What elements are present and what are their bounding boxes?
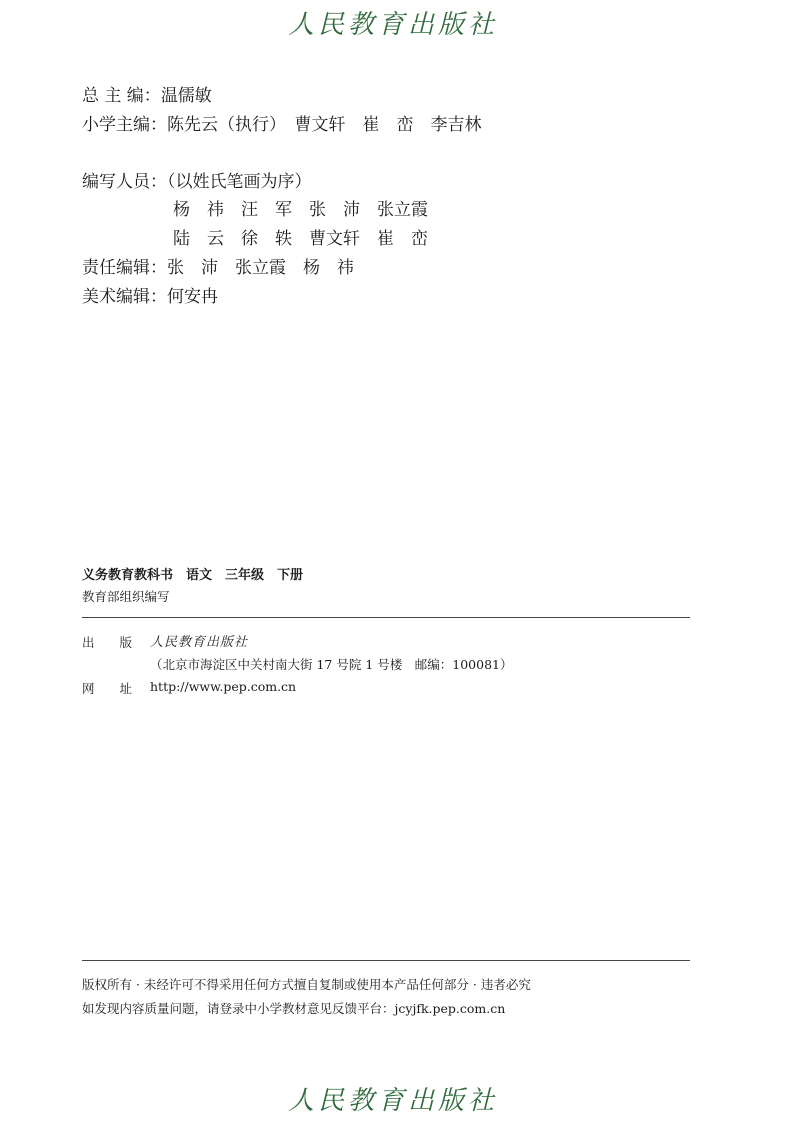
compiled-by: 教育部组织编写 <box>82 589 170 604</box>
writers-names-line-1: 杨 祎 汪 军 张 沛 张立霞 <box>173 200 428 220</box>
primary-editor-line <box>82 113 482 137</box>
publisher-logo-top: 人民教育出版社 <box>288 10 499 40</box>
writers-label: 编写人员： <box>82 172 167 192</box>
art-editor-line <box>82 285 218 309</box>
writers-line <box>82 170 312 194</box>
responsible-editor-label: 责任编辑： <box>82 258 167 278</box>
art-editor-label: 美术编辑： <box>82 287 167 307</box>
website-link[interactable]: http://www.pep.com.cn <box>150 679 297 694</box>
responsible-editor-line <box>82 256 354 280</box>
chief-editor-label: 总 主 编： <box>82 86 161 106</box>
bottom-divider <box>82 960 690 961</box>
chief-editor-line <box>82 84 212 108</box>
art-editor-name: 何安冉 <box>167 287 218 307</box>
writers-note: （以姓氏笔画为序） <box>167 172 312 192</box>
top-divider <box>82 617 690 618</box>
writers-names-line-2: 陆 云 徐 轶 曹文轩 崔 峦 <box>173 229 428 249</box>
responsible-editors: 张 沛 张立霞 杨 祎 <box>167 258 354 278</box>
feedback-notice: 如发现内容质量问题，请登录中小学教材意见反馈平台：jcyjfk.pep.com.cn <box>82 1001 506 1016</box>
book-title: 义务教育教科书 语文 三年级 下册 <box>82 568 304 583</box>
copyright-notice: 版权所有 · 未经许可不得采用任何方式擅自复制或使用本产品任何部分 · 违者必究 <box>82 977 531 992</box>
publisher-label: 出 版 <box>82 635 133 650</box>
publisher-address: （北京市海淀区中关村南大街 17 号院 1 号楼 邮编：100081） <box>150 657 513 672</box>
publisher-logo-inline: 人民教育出版社 <box>150 635 249 650</box>
primary-editor-label: 小学主编： <box>82 115 167 135</box>
publisher-logo-bottom: 人民教育出版社 <box>288 1086 499 1116</box>
primary-editors: 陈先云（执行） 曹文轩 崔 峦 李吉林 <box>167 115 482 135</box>
website-label: 网 址 <box>82 681 133 696</box>
chief-editor-name: 温儒敏 <box>160 86 212 106</box>
